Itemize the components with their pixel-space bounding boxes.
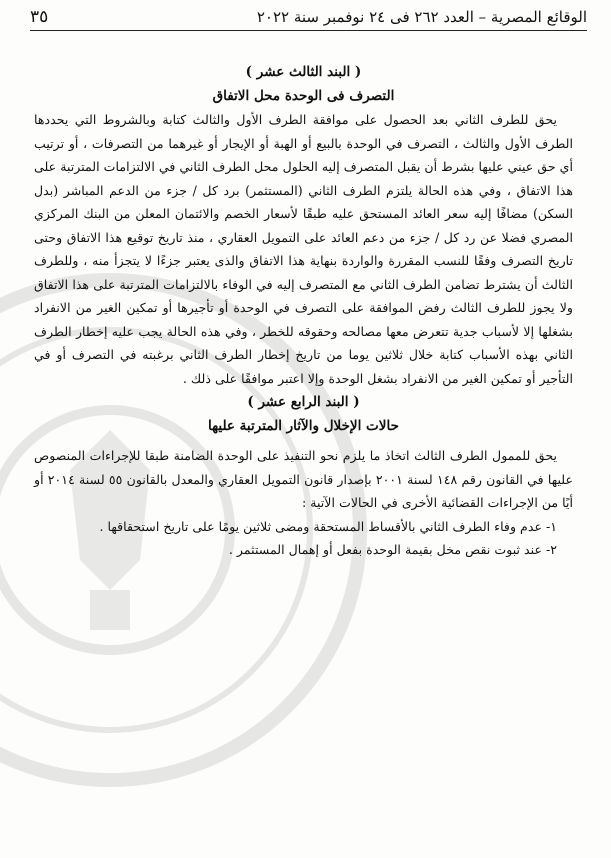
article-14-title: حالات الإخلال والآثار المترتبة عليها (208, 418, 399, 434)
article-13-title: التصرف فى الوحدة محل الاتفاق (212, 88, 395, 104)
article-14-item-2: ٢- عند ثبوت نقص مخل بقيمة الوحدة بفعل أو إهمال المستثمر . (228, 542, 557, 557)
gazette-title: الوقائع المصرية – العدد ٢٦٢ فى ٢٤ نوفمبر سنة ٢٠٢٢ (256, 8, 587, 26)
article-14-heading: ( البند الرابع عشر ) (247, 394, 360, 410)
page-header (30, 4, 587, 31)
page-body (34, 60, 573, 562)
article-14-item-1: ١- عدم وفاء الطرف الثاني بالأقساط المستحقة ومضى ثلاثين يومًا على تاريخ استحقاقها . (99, 518, 557, 534)
article-13-paragraph: يحق للطرف الثاني بعد الحصول على موافقة الطرف الأول والثالث كتابة وبالشروط التي يحددها الطرف الأول والثالث ، التصرف في الوحدة بالبيع أو الهبة أو الإيجار أو غيرهما من التصرفات ، أو ترتيب أي حق عيني عليها بشرط أن يقبل المتصرف إليه الحلول محل الطرف الثاني في الالتزامات المترتبة على هذا الاتفاق ، وفي هذه الحالة يلتزم الطرف الثاني (المستثمر) برد كل / جزء من الدعم المباشر (بدل السكن) مضافًا إليه سعر العائد المستحق عليه طبقًا لأسعار الخصم والائتمان المعلن من البنك المركزي المصري فضلا عن رد كل / جزء من دعم العائد على التمويل العقاري ، منذ تاريخ توقيع هذا الاتفاق وحتى تاريخ التصرف وفقًا للنسب المقررة والواردة بنهاية هذا الاتفاق والذى يعتبر جزءًا لا يتجزأ منه ، وللطرف الثالث أن يشترط تضامن الطرف الثاني مع المتصرف إليه في الوفاء بالالتزامات المترتبة على هذا الاتفاق ولا يجوز للطرف الثالث رفض الموافقة على التصرف في الوحدة أو تأجيرها أو تمكين الغير من الانفراد بشغلها إلا لأسباب جدية تتعرض معها مصالحه وحقوقه للخطر ، وفي هذه الحالة يجب عليه إخطار الطرف الثاني بهذه الأسباب كتابة خلال ثلاثين يوما من تاريخ إخطار الطرف الثاني برغبته في التصرف أو في التأجير أو تمكين الغير من الانفراد بشغل الوحدة وإلا اعتبر موافقًا على ذلك . (34, 112, 573, 386)
article-13-heading: ( البند الثالث عشر ) (245, 64, 362, 80)
page-number: ٣٥ (30, 7, 49, 27)
article-14-paragraph: يحق للممول الطرف الثالث اتخاذ ما يلزم نحو التنفيذ على الوحدة الضامنة طبقا للإجراءات المنصوص عليها في القانون رقم ١٤٨ لسنة ٢٠٠١ بإصدار قانون التمويل العقاري والمعدل بالقانون ٥٥ لسنة ٢٠١٤ أو أيًا من الإجراءات القضائية الأخرى في الحالات الآتية : (34, 448, 573, 510)
